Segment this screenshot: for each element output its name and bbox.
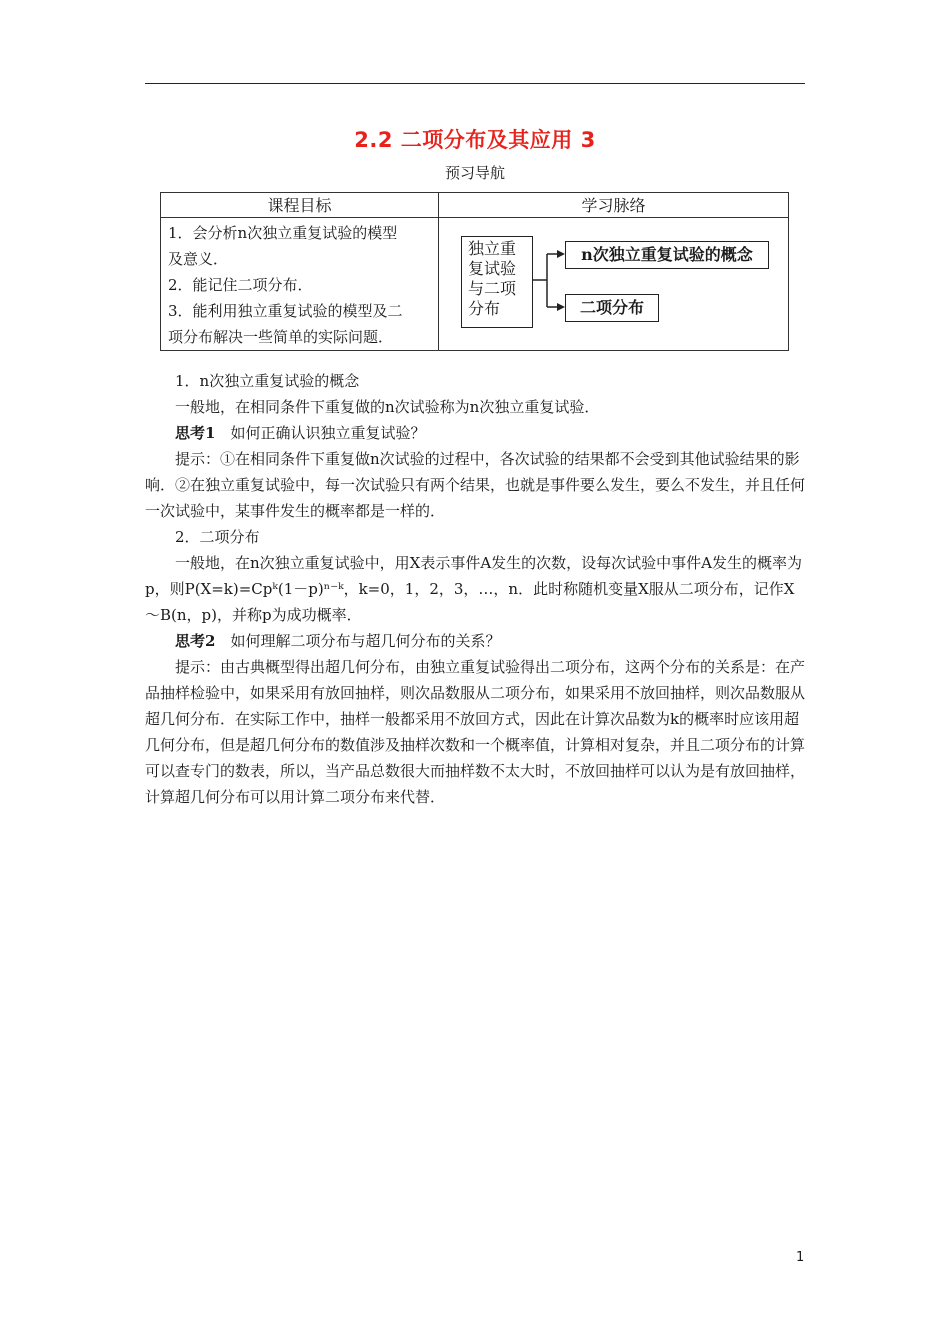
- diagram-main-line: 分布: [468, 299, 501, 318]
- outline-cell: [439, 218, 789, 351]
- heading-concept: 1．n次独立重复试验的概念: [175, 372, 360, 390]
- think-question-1: [145, 420, 809, 446]
- diagram-main-line: 与二项: [468, 279, 517, 298]
- outline-diagram: [439, 218, 788, 348]
- section-subtitle: 预习导航: [444, 164, 505, 182]
- heading-binomial: 2．二项分布: [175, 528, 260, 546]
- think-text: 如何正确认识独立重复试验？: [215, 424, 426, 442]
- goal-line: 2．能记住二项分布．: [168, 276, 313, 294]
- page-number: 1: [796, 1250, 805, 1265]
- paragraph-binomial: 一般地，在n次独立重复试验中，用X表示事件A发生的次数，设每次试验中事件A发生的概率为p，则P(X=k)=Cpᵏ(1－p)ⁿ⁻ᵏ，k=0，1，2，3，…，n．此时称随机变量X服从二项分布，记作X～B(n，p)，并称p为成功概率．: [145, 554, 803, 624]
- paragraph-definition: 一般地，在相同条件下重复做的n次试验称为n次独立重复试验．: [175, 398, 600, 416]
- diagram-box-binomial: 二项分布: [565, 294, 659, 322]
- goals-cell: [161, 218, 439, 351]
- page-title: 2.2 二项分布及其应用 3: [354, 128, 596, 152]
- header-rule: [145, 83, 805, 84]
- diagram-main-line: 复试验: [468, 259, 517, 278]
- goal-line: 3．能利用独立重复试验的模型及二: [168, 302, 403, 320]
- body-text: [145, 368, 809, 810]
- diagram-main-box: [461, 236, 533, 328]
- goal-line: 1．会分析n次独立重复试验的模型: [168, 224, 398, 242]
- table-header-goals: 课程目标: [161, 193, 439, 218]
- goal-table: [160, 192, 789, 351]
- paragraph-hint-2: 提示：由古典概型得出超几何分布，由独立重复试验得出二项分布，这两个分布的关系是：在产品抽样检验中，如果采用有放回抽样，则次品数服从二项分布，如果采用不放回抽样，则次品数服从超几何分布．在实际工作中，抽样一般都采用不放回方式，因此在计算次品数为k的概率时应该用超几何分布，但是超几何分布的数值涉及抽样次数和一个概率值，计算相对复杂，并且二项分布的计算可以查专门的数表，所以，当产品总数很大而抽样数不太大时，不放回抽样可以认为是有放回抽样，计算超几何分布可以用计算二项分布来代替．: [145, 658, 806, 806]
- think-question-2: [145, 628, 809, 654]
- diagram-main-line: 独立重: [468, 239, 517, 258]
- table-header-outline: 学习脉络: [439, 193, 789, 218]
- goal-line: 及意义．: [168, 250, 229, 268]
- think-label: 思考2: [175, 632, 216, 650]
- diagram-box-concept: n次独立重复试验的概念: [565, 241, 769, 269]
- think-text: 如何理解二项分布与超几何分布的关系？: [215, 632, 501, 650]
- goal-line: 项分布解决一些简单的实际问题．: [168, 328, 394, 346]
- paragraph-hint-1: 提示：①在相同条件下重复做n次试验的过程中，各次试验的结果都不会受到其他试验结果的影响．②在独立重复试验中，每一次试验只有两个结果，也就是事件要么发生，要么不发生，并且任何一次试验中，某事件发生的概率都是一样的．: [145, 450, 806, 520]
- think-label: 思考1: [175, 424, 216, 442]
